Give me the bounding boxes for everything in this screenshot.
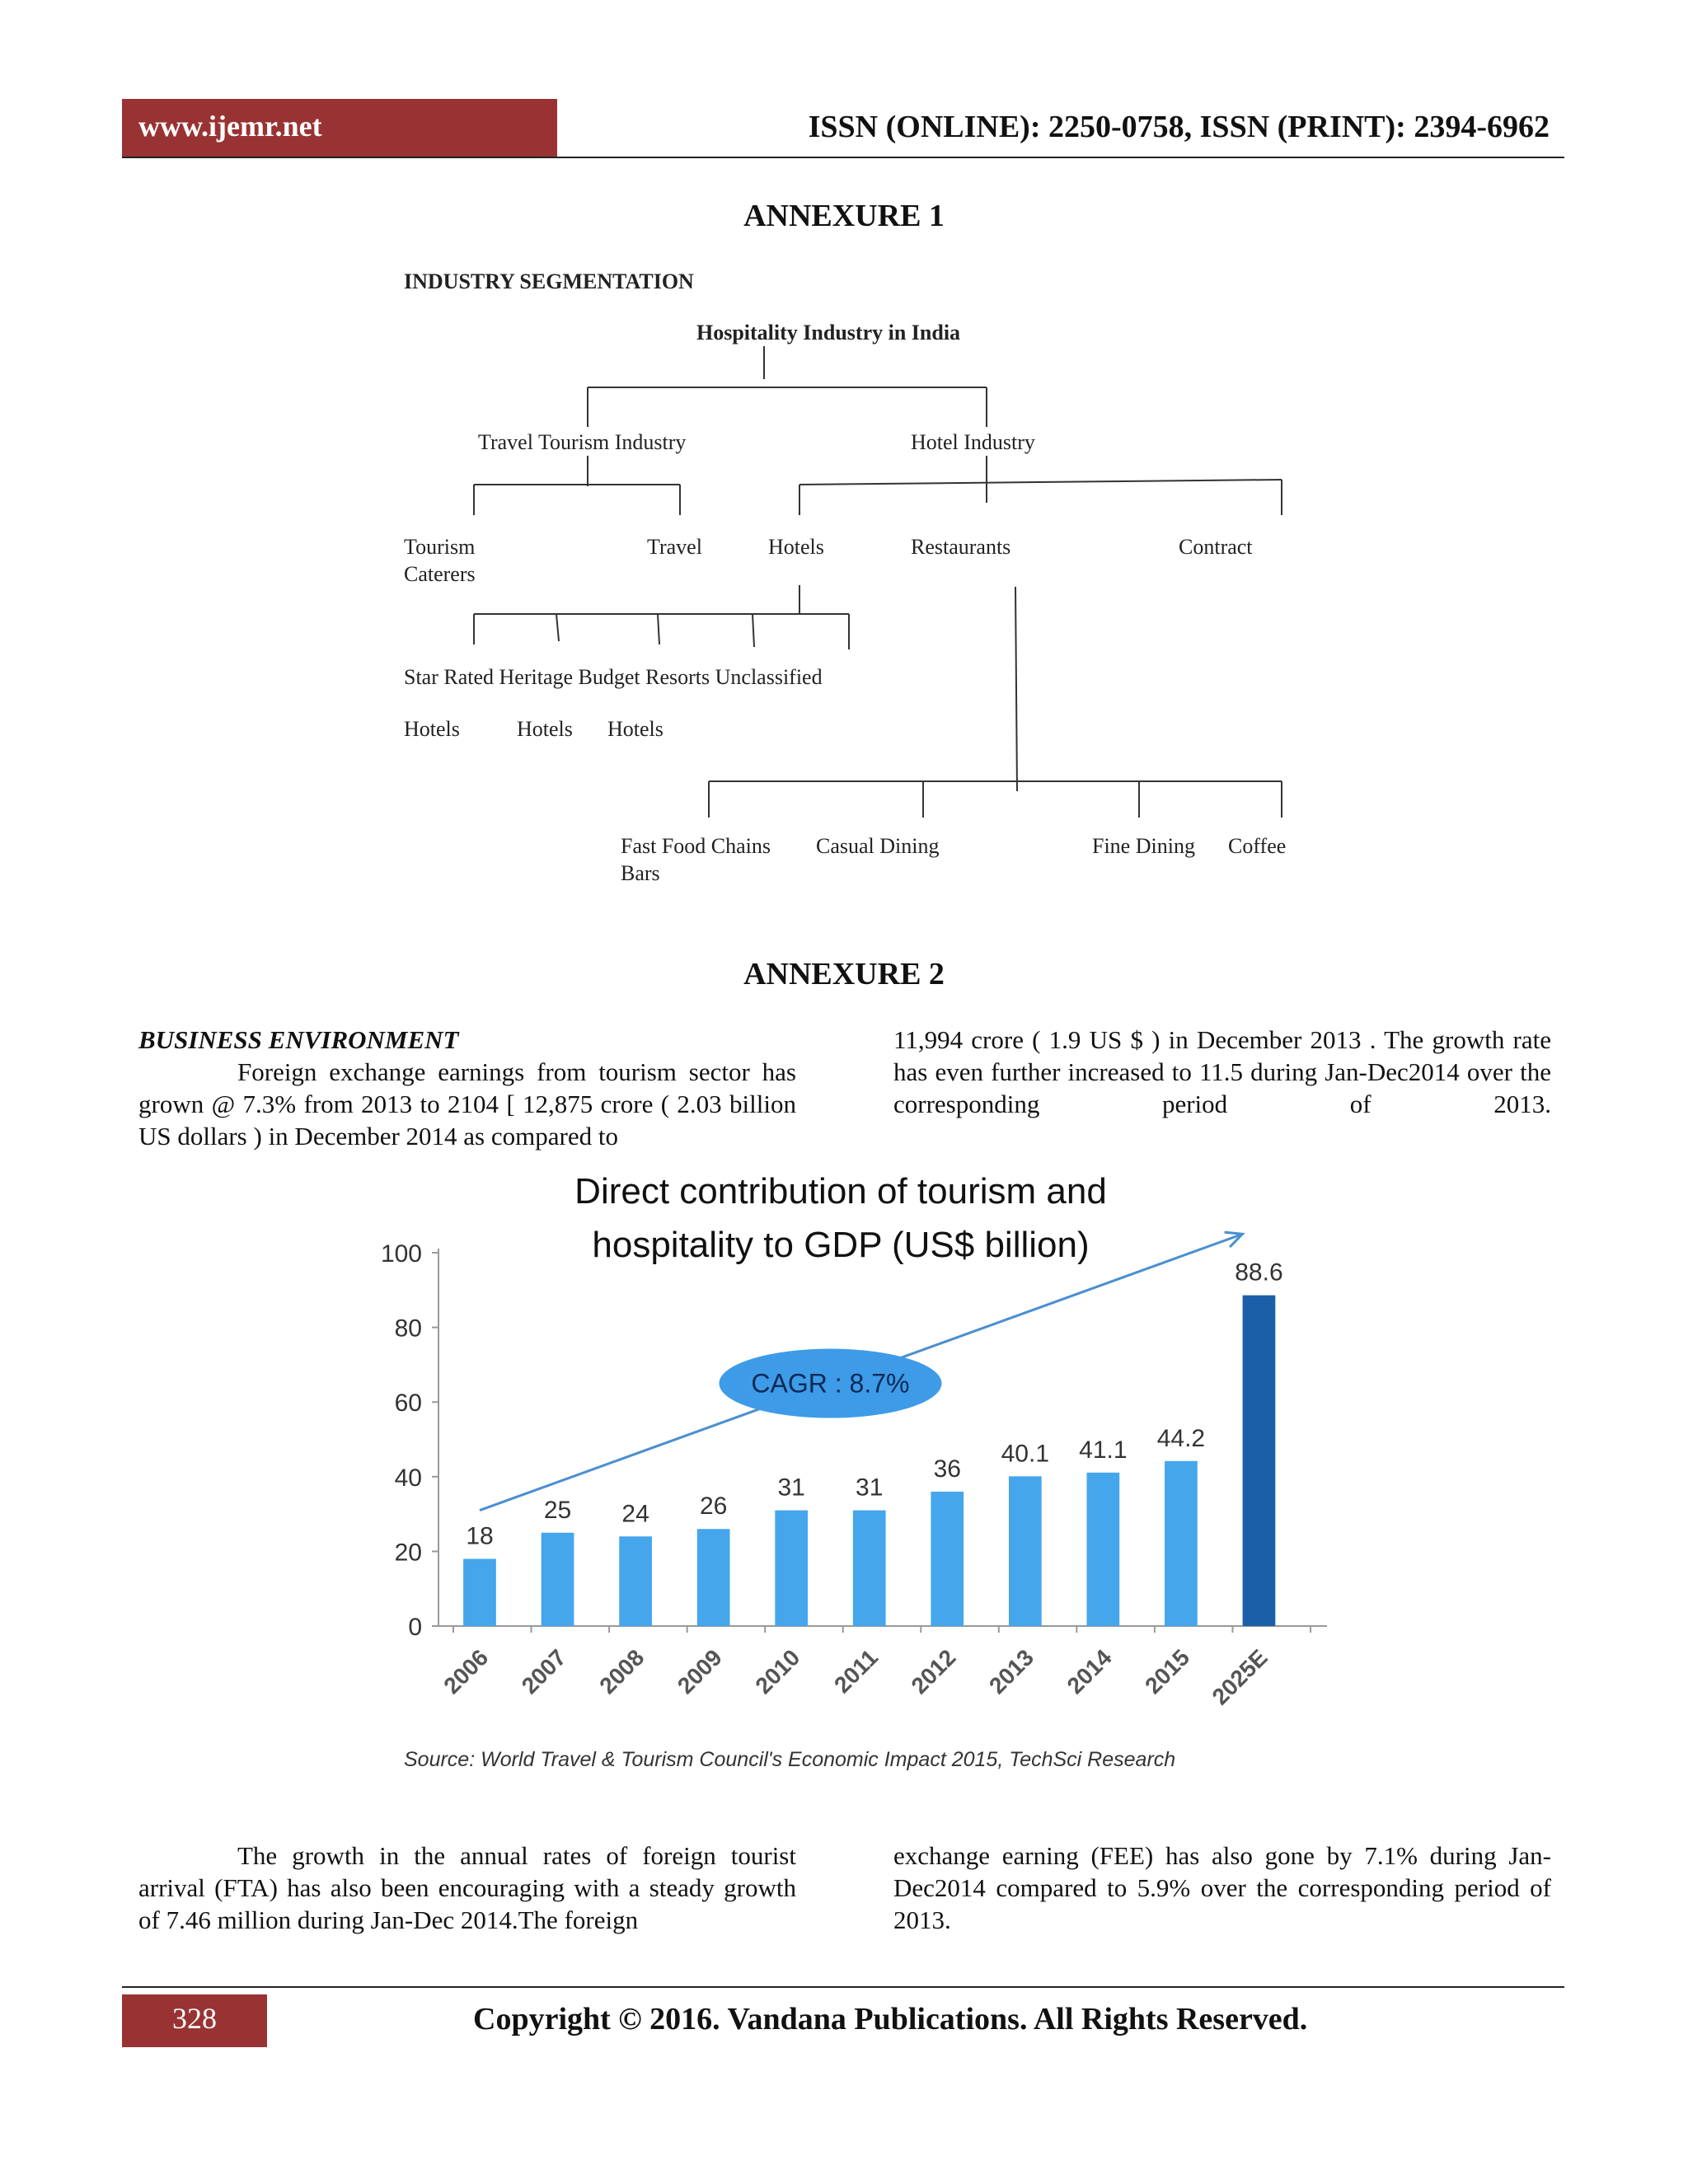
node-hotel-industry: Hotel Industry <box>911 430 1035 454</box>
paragraph: 11,994 crore ( 1.9 US $ ) in December 2013 . The growth rate has even further increased to 11.5 during Jan-Dec2014 over the corresponding period of 2013. <box>893 1025 1551 1118</box>
node-contract: Contract <box>1179 535 1253 559</box>
bar <box>1243 1296 1276 1626</box>
left-column-top <box>138 1024 796 1152</box>
bar <box>463 1558 496 1626</box>
chart-title-line2: hospitality to GDP (US$ billion) <box>592 1225 1090 1265</box>
journal-url: www.ijemr.net <box>138 110 322 143</box>
left-column-bottom <box>138 1840 796 1936</box>
x-tick-label: 2008 <box>594 1644 649 1699</box>
bar <box>619 1536 652 1626</box>
bar-value-label: 18 <box>466 1522 494 1550</box>
node-hotel-types-suffix: Hotels <box>517 717 573 741</box>
bar <box>1009 1476 1042 1626</box>
page-number: 328 <box>172 2002 217 2035</box>
node-restaurants: Restaurants <box>911 535 1011 559</box>
right-column-bottom <box>893 1840 1551 1936</box>
section-title: BUSINESS ENVIRONMENT <box>138 1025 459 1054</box>
x-tick-label: 2013 <box>984 1644 1039 1699</box>
x-tick-label: 2012 <box>906 1644 961 1699</box>
copyright-text: Copyright © 2016. Vandana Publications. All Rights Reserved. <box>473 2002 1308 2036</box>
bar-value-label: 31 <box>856 1474 884 1502</box>
bar <box>697 1529 730 1626</box>
bar-value-label: 26 <box>699 1493 728 1521</box>
paragraph: Foreign exchange earnings from tourism sector has grown @ 7.3% from 2013 to 2104 [ 12,875 crore ( 2.03 billion US dollars ) in December 2014 as compared to <box>138 1057 796 1151</box>
chart-title-line1: Direct contribution of tourism and <box>574 1171 1107 1212</box>
node-hotels: Hotels <box>768 535 824 559</box>
x-tick-label: 2014 <box>1062 1644 1117 1699</box>
header-rule <box>122 157 1564 158</box>
node-root: Hospitality Industry in India <box>696 321 961 344</box>
y-tick-label: 100 <box>380 1240 422 1268</box>
bar-value-label: 41.1 <box>1079 1436 1128 1464</box>
connector <box>1015 587 1017 791</box>
bar-value-label: 88.6 <box>1235 1258 1283 1286</box>
node-travel: Travel <box>647 535 702 559</box>
node-casual-dining: Casual Dining <box>816 834 940 858</box>
paragraph: The growth in the annual rates of foreign tourist arrival (FTA) has also been encouraging with a steady growth of 7.46 million during Jan-Dec 2014.The foreign <box>138 1841 796 1934</box>
bar <box>853 1511 886 1626</box>
connector <box>556 614 559 641</box>
annexure-1-heading: ANNEXURE 1 <box>743 199 945 233</box>
bar-value-label: 25 <box>543 1496 572 1524</box>
paragraph: exchange earning (FEE) has also gone by 7.1% during Jan-Dec2014 compared to 5.9% over the corresponding period of 2013. <box>893 1841 1551 1934</box>
node-travel-tourism: Travel Tourism Industry <box>478 430 687 454</box>
node-coffee: Coffee <box>1228 834 1287 858</box>
y-tick-label: 60 <box>394 1390 422 1418</box>
node-hotel-types-suffix: Hotels <box>607 717 663 741</box>
y-tick-label: 80 <box>394 1315 422 1343</box>
diagram-title: INDUSTRY SEGMENTATION <box>404 269 694 293</box>
chart-source: Source: World Travel & Tourism Council's Economic Impact 2015, TechSci Research <box>404 1748 1176 1771</box>
x-tick-label: 2007 <box>516 1644 571 1699</box>
x-tick-label: 2011 <box>829 1644 883 1699</box>
right-column-top <box>893 1024 1551 1120</box>
node-hotel-types-suffix: Hotels <box>404 717 460 741</box>
bar-value-label: 24 <box>621 1500 649 1528</box>
node-fast-food: Fast Food Chains <box>621 834 771 858</box>
x-tick-label: 2015 <box>1140 1644 1195 1699</box>
bar-value-label: 31 <box>777 1474 805 1502</box>
bar <box>1165 1461 1198 1626</box>
connector <box>658 614 659 644</box>
gdp-contribution-chart <box>346 1166 1335 1776</box>
node-fine-dining: Fine Dining <box>1092 834 1195 858</box>
node-caterers: Caterers <box>404 562 476 586</box>
node-hotel-types: Star Rated Heritage Budget Resorts Unclassified <box>404 665 823 689</box>
footer-rule <box>122 1986 1564 1988</box>
x-tick-label: 2025E <box>1207 1644 1273 1710</box>
x-tick-label: 2006 <box>438 1644 494 1699</box>
y-tick-label: 0 <box>408 1614 422 1641</box>
node-tourism: Tourism <box>404 535 476 559</box>
connector <box>799 480 1282 485</box>
bar <box>931 1492 964 1626</box>
issn-text: ISSN (ONLINE): 2250-0758, ISSN (PRINT): 2394-6962 <box>808 110 1550 144</box>
bar <box>775 1511 808 1626</box>
annexure-2-heading: ANNEXURE 2 <box>743 957 945 991</box>
industry-segmentation-diagram <box>387 264 1343 907</box>
bar <box>542 1533 574 1626</box>
connector <box>753 614 754 647</box>
node-bars: Bars <box>621 861 660 885</box>
cagr-label: CAGR : 8.7% <box>751 1368 910 1399</box>
bar-value-label: 44.2 <box>1156 1424 1206 1452</box>
x-tick-label: 2010 <box>750 1644 805 1699</box>
bar <box>1087 1473 1120 1626</box>
y-tick-label: 40 <box>394 1464 422 1492</box>
y-tick-label: 20 <box>394 1539 422 1567</box>
x-tick-label: 2009 <box>672 1644 727 1699</box>
bar-value-label: 40.1 <box>1001 1440 1050 1468</box>
bar-value-label: 36 <box>933 1455 961 1483</box>
